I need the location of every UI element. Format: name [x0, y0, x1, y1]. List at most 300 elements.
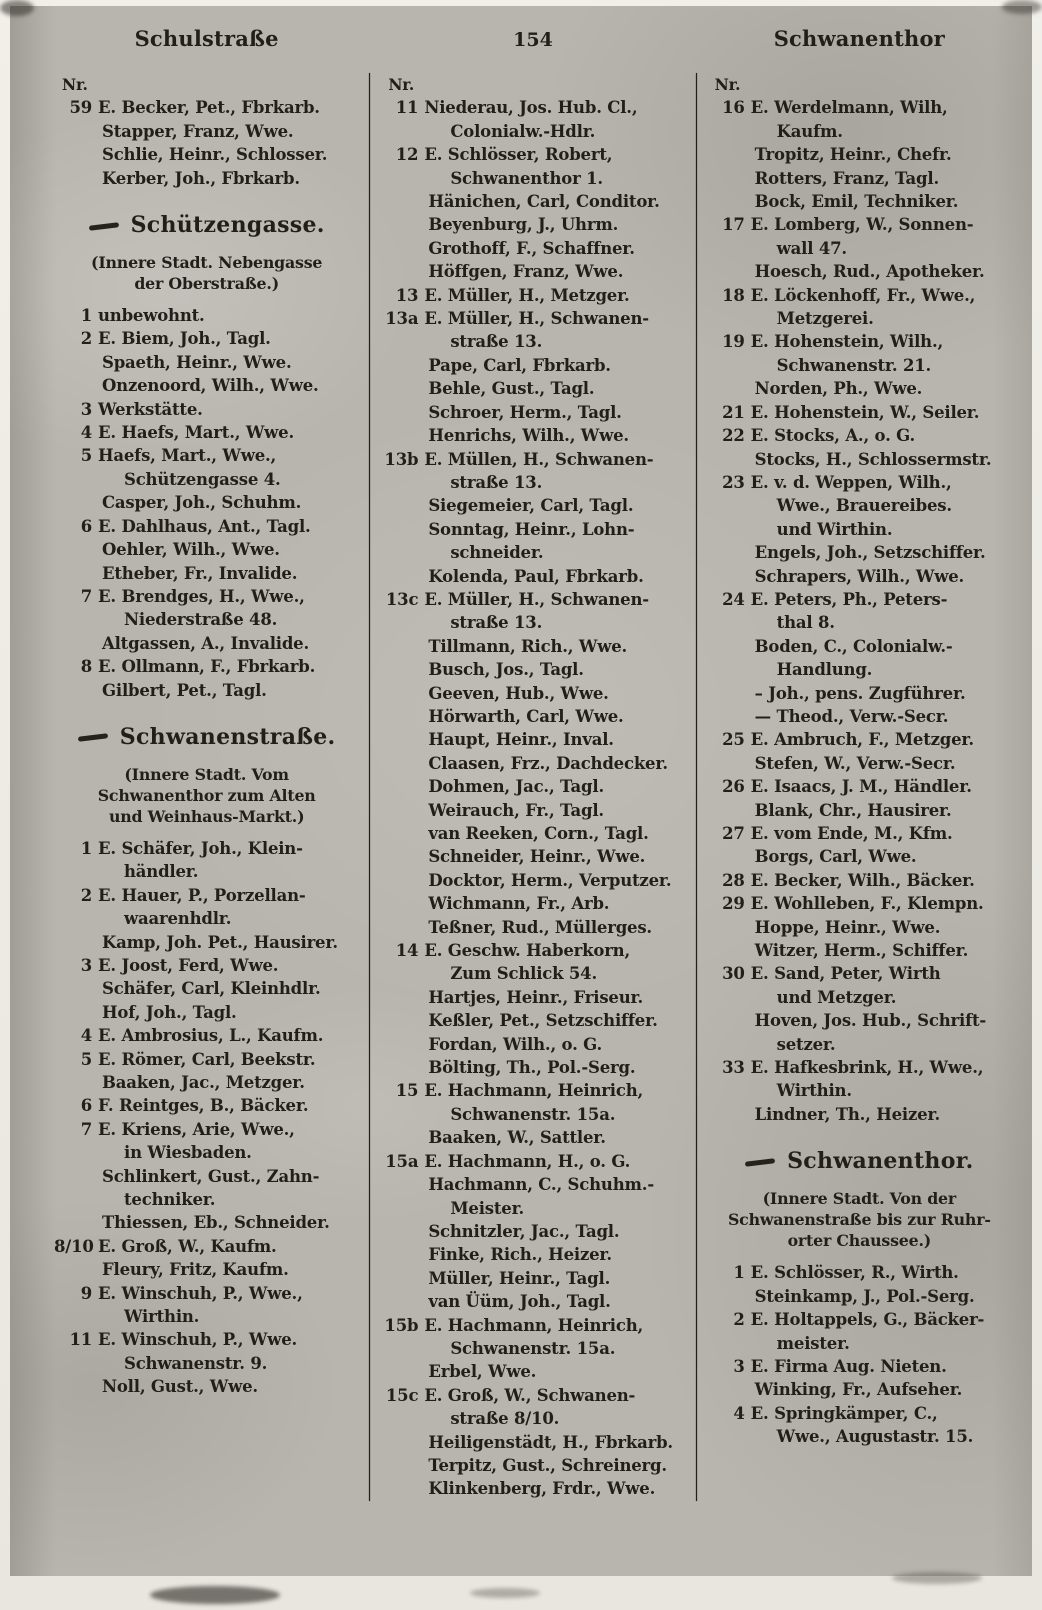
entry-text: Hartjes, Heinr., Friseur.: [428, 987, 644, 1007]
directory-entry-wrap: [380, 1197, 685, 1220]
house-number: 4: [80, 1026, 92, 1046]
entry-text: — Theod., Verw.-Secr.: [754, 706, 949, 726]
directory-entry: [54, 398, 359, 421]
entry-text: Fordan, Wilh., o. G.: [428, 1034, 603, 1054]
entry-text: E. Isaacs, J. M., Händler.: [750, 777, 972, 797]
entry-text: Lindner, Th., Heizer.: [754, 1104, 940, 1124]
directory-entry-wrap: [707, 494, 1012, 517]
directory-entry-continuation: [54, 167, 359, 190]
entry-text: Niederstraße 48.: [124, 610, 278, 630]
directory-entry: [707, 869, 1012, 892]
directory-entry-continuation: [380, 752, 685, 775]
entry-text: E. Biem, Joh., Tagl.: [98, 329, 271, 349]
street-note-line: [54, 785, 359, 806]
directory-entry-continuation: [707, 939, 1012, 962]
directory-entry-continuation: [707, 143, 1012, 166]
house-number: 29: [722, 894, 745, 914]
entry-text: Nr.: [388, 75, 415, 94]
house-number: 3: [733, 1356, 745, 1376]
street-heading: [54, 212, 359, 238]
entry-text: Hoesch, Rud., Apotheker.: [754, 262, 985, 282]
directory-entry-continuation: [380, 190, 685, 213]
entry-text: Hachmann, C., Schuhm.-: [428, 1175, 654, 1195]
directory-entry-continuation: [707, 1009, 1012, 1032]
entry-text: Teßner, Rud., Müllerges.: [428, 917, 652, 937]
entry-text: Rotters, Franz, Tagl.: [754, 168, 939, 188]
entry-text: Kamp, Joh. Pet., Hausirer.: [102, 932, 338, 952]
directory-entry: [380, 307, 685, 330]
entry-text: händler.: [124, 862, 199, 882]
directory-entry-wrap: [707, 354, 1012, 377]
entry-text: Engels, Joh., Setzschiffer.: [754, 543, 986, 563]
directory-entry-continuation: [380, 1009, 685, 1032]
house-number: 59: [69, 98, 92, 118]
column-2: [380, 73, 685, 1501]
entry-text: unbewohnt.: [98, 306, 205, 326]
directory-entry-continuation: [380, 1290, 685, 1313]
entry-text: Niederau, Jos. Hub. Cl.,: [424, 98, 638, 118]
entry-text: Schäfer, Carl, Kleinhdlr.: [102, 979, 321, 999]
house-number: 5: [80, 446, 92, 466]
entry-text: orter Chaussee.): [787, 1231, 932, 1251]
scan-artifact: [0, 0, 34, 16]
house-number: 2: [733, 1310, 745, 1330]
column-nr-label: [54, 73, 359, 96]
house-number: 17: [722, 215, 745, 235]
directory-entry: [707, 424, 1012, 447]
house-number: 28: [722, 870, 745, 890]
directory-entry-continuation: [380, 518, 685, 541]
directory-entry: [707, 1308, 1012, 1331]
column-3: [707, 73, 1012, 1501]
directory-entry-continuation: [54, 931, 359, 954]
directory-entry-continuation: [707, 260, 1012, 283]
entry-text: straße 13.: [450, 332, 543, 352]
street-note-line: [707, 1188, 1012, 1209]
directory-entry: [54, 954, 359, 977]
entry-text: E. Haefs, Mart., Wwe.: [98, 423, 294, 443]
entry-text: E. Winschuh, P., Wwe.,: [98, 1283, 303, 1303]
entry-text: E. Werdelmann, Wilh,: [750, 98, 948, 118]
entry-text: Hänichen, Carl, Conditor.: [428, 192, 660, 212]
house-number: 3: [80, 955, 92, 975]
entry-text: E. Ambruch, F., Metzger.: [750, 730, 974, 750]
house-number: 21: [722, 402, 745, 422]
index-dash-icon: [88, 222, 118, 231]
entry-text: Wirthin.: [776, 1081, 852, 1101]
directory-columns: [54, 73, 1012, 1501]
directory-entry: [380, 1150, 685, 1173]
directory-entry-continuation: [54, 1001, 359, 1024]
directory-entry-continuation: [54, 679, 359, 702]
entry-text: E. Lomberg, W., Sonnen-: [750, 215, 974, 235]
entry-text: E. Hafkesbrink, H., Wwe.,: [750, 1058, 984, 1078]
directory-entry: [707, 401, 1012, 424]
street-note-line: [54, 806, 359, 827]
house-number: 1: [80, 306, 92, 326]
directory-entry-continuation: [707, 565, 1012, 588]
directory-entry: [54, 444, 359, 467]
entry-text: E. Sand, Peter, Wirth: [750, 964, 941, 984]
entry-text: Haupt, Heinr., Inval.: [428, 730, 614, 750]
directory-entry-continuation: [380, 260, 685, 283]
entry-text: Witzer, Herm., Schiffer.: [754, 941, 969, 961]
entry-text: schneider.: [450, 543, 544, 563]
house-number: 6: [80, 1096, 92, 1116]
directory-entry: [54, 304, 359, 327]
entry-text: van Üüm, Joh., Tagl.: [428, 1292, 611, 1312]
house-number: 11: [395, 98, 419, 118]
house-number: 11: [69, 1330, 92, 1350]
directory-entry-wrap: [707, 1033, 1012, 1056]
directory-entry-continuation: [380, 775, 685, 798]
directory-entry-wrap: [707, 1425, 1012, 1448]
scan-artifact: [150, 1586, 280, 1604]
entry-text: in Wiesbaden.: [124, 1143, 252, 1163]
directory-entry: [707, 1402, 1012, 1425]
directory-entry-continuation: [380, 1267, 685, 1290]
entry-text: Schrapers, Wilh., Wwe.: [754, 566, 965, 586]
entry-text: E. Müller, H., Schwanen-: [424, 589, 649, 609]
scan-artifact: [1002, 0, 1042, 14]
directory-entry: [707, 1261, 1012, 1284]
directory-entry-continuation: [54, 374, 359, 397]
house-number: 1: [733, 1263, 745, 1283]
entry-text: E. vom Ende, M., Kfm.: [750, 824, 953, 843]
column-divider: [369, 73, 370, 1501]
entry-text: Terpitz, Gust., Schreinerg.: [428, 1455, 667, 1475]
entry-text: E. Hachmann, Heinrich,: [424, 1315, 644, 1335]
directory-entry-wrap: [707, 518, 1012, 541]
directory-entry-continuation: [54, 143, 359, 166]
entry-text: Hoppe, Heinr., Wwe.: [754, 917, 941, 937]
entry-text: Wichmann, Fr., Arb.: [428, 894, 610, 914]
house-number: 15a: [385, 1151, 419, 1171]
entry-text: E. Schlösser, R., Wirth.: [750, 1263, 959, 1283]
directory-entry-continuation: [380, 986, 685, 1009]
index-dash-icon: [745, 1158, 775, 1167]
directory-entry-wrap: [380, 962, 685, 985]
directory-entry: [380, 448, 685, 471]
directory-entry-wrap: [54, 608, 359, 631]
entry-text: Fleury, Fritz, Kaufm.: [102, 1260, 289, 1280]
house-number: 27: [722, 824, 745, 843]
directory-entry-continuation: [707, 752, 1012, 775]
directory-entry-continuation: [707, 190, 1012, 213]
entry-text: (Innere Stadt. Vom: [124, 764, 289, 784]
directory-entry-continuation: [380, 1056, 685, 1079]
entry-text: Baaken, W., Sattler.: [428, 1128, 606, 1148]
directory-entry-continuation: [380, 1477, 685, 1500]
directory-entry-continuation: [707, 1378, 1012, 1401]
entry-text: Keßler, Pet., Setzschiffer.: [428, 1011, 658, 1031]
entry-text: E. Römer, Carl, Beekstr.: [98, 1049, 316, 1069]
entry-text: E. Wohlleben, F., Klempn.: [750, 894, 984, 914]
entry-text: Gilbert, Pet., Tagl.: [102, 680, 267, 700]
directory-entry-continuation: [380, 424, 685, 447]
directory-entry-wrap: [707, 307, 1012, 330]
entry-text: Baaken, Jac., Metzger.: [102, 1073, 305, 1092]
column-1: [54, 73, 359, 1501]
directory-entry-continuation: [707, 799, 1012, 822]
entry-text: Spaeth, Heinr., Wwe.: [102, 352, 292, 372]
directory-entry-wrap: [380, 330, 685, 353]
entry-text: Weirauch, Fr., Tagl.: [428, 800, 604, 820]
entry-text: Grothoff, F., Schaffner.: [428, 238, 635, 258]
directory-entry-continuation: [707, 845, 1012, 868]
entry-text: E. Müller, H., Metzger.: [424, 285, 630, 305]
directory-entry-continuation: [707, 705, 1012, 728]
directory-entry-continuation: [54, 1165, 359, 1188]
house-number: 19: [722, 332, 745, 352]
directory-entry-continuation: [707, 682, 1012, 705]
directory-entry: [54, 1048, 359, 1071]
directory-entry-continuation: [54, 491, 359, 514]
directory-entry: [54, 515, 359, 538]
directory-entry: [54, 837, 359, 860]
entry-text: Schnitzler, Jac., Tagl.: [428, 1221, 620, 1241]
entry-text: Beyenburg, J., Uhrm.: [428, 215, 619, 235]
directory-entry: [707, 962, 1012, 985]
entry-text: der Oberstraße.): [134, 274, 279, 294]
directory-entry-wrap: [380, 1337, 685, 1360]
entry-text: Wwe., Augustastr. 15.: [776, 1427, 974, 1447]
street-note-line: [707, 1230, 1012, 1251]
entry-text: E. Hohenstein, W., Seiler.: [750, 402, 980, 422]
directory-entry-continuation: [380, 237, 685, 260]
entry-text: Schroer, Herm., Tagl.: [428, 402, 622, 422]
entry-text: Pape, Carl, Fbrkarb.: [428, 355, 611, 375]
entry-text: straße 13.: [450, 472, 543, 492]
directory-entry-continuation: [380, 1173, 685, 1196]
directory-entry: [707, 284, 1012, 307]
directory-entry: [54, 1235, 359, 1258]
directory-entry: [54, 1282, 359, 1305]
entry-text: Tillmann, Rich., Wwe.: [428, 636, 628, 656]
index-dash-icon: [78, 734, 108, 743]
directory-entry-continuation: [380, 658, 685, 681]
scan-artifact: [892, 1572, 982, 1584]
entry-text: Thiessen, Eb., Schneider.: [102, 1213, 330, 1233]
entry-text: Müller, Heinr., Tagl.: [428, 1268, 611, 1288]
street-note-line: [54, 764, 359, 785]
page-header: [54, 26, 1012, 51]
entry-text: E. Ollmann, F., Fbrkarb.: [98, 657, 316, 677]
directory-entry: [707, 822, 1012, 845]
entry-text: Schützengasse 4.: [124, 469, 281, 489]
directory-entry-continuation: [54, 351, 359, 374]
directory-entry-wrap: [707, 1079, 1012, 1102]
directory-entry-continuation: [54, 538, 359, 561]
street-heading-label: Schützengasse.: [130, 212, 325, 239]
entry-text: Casper, Joh., Schuhm.: [102, 493, 302, 513]
street-note-line: [54, 252, 359, 273]
entry-text: und Wirthin.: [776, 519, 893, 539]
entry-text: waarenhdlr.: [124, 909, 232, 929]
directory-entry-continuation: [707, 377, 1012, 400]
entry-text: E. Becker, Pet., Fbrkarb.: [98, 98, 320, 118]
entry-text: Siegemeier, Carl, Tagl.: [428, 496, 634, 516]
entry-text: E. Geschw. Haberkorn,: [424, 941, 631, 961]
entry-text: Wwe., Brauereibes.: [776, 496, 952, 516]
entry-text: Docktor, Herm., Verputzer.: [428, 870, 672, 890]
entry-text: Oehler, Wilh., Wwe.: [102, 540, 280, 560]
scan-artifact: [470, 1588, 540, 1598]
entry-text: E. Joost, Ferd, Wwe.: [98, 955, 279, 975]
directory-entry: [54, 1328, 359, 1351]
entry-text: F. Reintges, B., Bäcker.: [98, 1096, 309, 1116]
house-number: 30: [722, 964, 745, 984]
entry-text: E. Dahlhaus, Ant., Tagl.: [98, 516, 311, 536]
entry-text: Stocks, H., Schlossermstr.: [754, 449, 992, 469]
entry-text: Claasen, Frz., Dachdecker.: [428, 753, 668, 773]
entry-text: E. Stocks, A., o. G.: [750, 426, 916, 446]
entry-text: Metzgerei.: [776, 309, 874, 329]
directory-entry-continuation: [380, 1360, 685, 1383]
entry-text: Busch, Jos., Tagl.: [428, 660, 584, 680]
entry-text: Erbel, Wwe.: [428, 1362, 537, 1382]
directory-entry-wrap: [380, 1103, 685, 1126]
entry-text: Etheber, Fr., Invalide.: [102, 563, 298, 583]
column-nr-label: [707, 73, 1012, 96]
house-number: 2: [80, 885, 92, 905]
entry-text: Schwanenthor zum Alten: [97, 785, 316, 805]
entry-text: wall 47.: [776, 238, 847, 258]
directory-entry: [380, 1384, 685, 1407]
entry-text: Stefen, W., Verw.-Secr.: [754, 753, 956, 773]
directory-entry-wrap: [707, 658, 1012, 681]
entry-text: – Joh., pens. Zugführer.: [754, 683, 966, 703]
entry-text: Werkstätte.: [98, 399, 203, 419]
entry-text: und Metzger.: [776, 987, 897, 1007]
entry-text: Schwanenstr. 21.: [776, 355, 932, 375]
entry-text: E. Kriens, Arie, Wwe.,: [98, 1119, 295, 1139]
entry-text: E. v. d. Weppen, Wilh.,: [750, 472, 952, 492]
entry-text: Nr.: [714, 75, 741, 94]
directory-entry-continuation: [54, 632, 359, 655]
entry-text: Stapper, Franz, Wwe.: [102, 121, 294, 141]
entry-text: Bölting, Th., Pol.-Serg.: [428, 1058, 636, 1078]
directory-entry-wrap: [54, 468, 359, 491]
directory-entry-continuation: [707, 167, 1012, 190]
directory-entry-continuation: [707, 635, 1012, 658]
entry-text: Blank, Chr., Hausirer.: [754, 800, 952, 820]
directory-entry-continuation: [380, 869, 685, 892]
directory-entry: [54, 585, 359, 608]
entry-text: Norden, Ph., Wwe.: [754, 379, 923, 399]
directory-entry-continuation: [380, 635, 685, 658]
entry-text: und Weinhaus-Markt.): [108, 806, 305, 826]
directory-entry-continuation: [380, 1220, 685, 1243]
directory-entry-continuation: [380, 1126, 685, 1149]
directory-entry-continuation: [380, 213, 685, 236]
house-number: 5: [80, 1049, 92, 1069]
directory-entry: [707, 892, 1012, 915]
directory-entry-continuation: [380, 682, 685, 705]
entry-text: E. Hachmann, Heinrich,: [424, 1081, 644, 1101]
entry-text: Borgs, Carl, Wwe.: [754, 847, 917, 867]
directory-entry-continuation: [54, 562, 359, 585]
directory-entry: [380, 939, 685, 962]
entry-text: Zum Schlick 54.: [450, 964, 597, 984]
entry-text: Boden, C., Colonialw.-: [754, 636, 953, 656]
directory-entry-wrap: [54, 860, 359, 883]
entry-text: E. Peters, Ph., Peters-: [750, 589, 948, 609]
entry-text: Bock, Emil, Techniker.: [754, 192, 959, 212]
directory-entry: [54, 421, 359, 444]
directory-entry: [54, 1024, 359, 1047]
directory-entry-wrap: [707, 611, 1012, 634]
entry-text: Winking, Fr., Aufseher.: [754, 1380, 963, 1400]
directory-entry: [707, 471, 1012, 494]
entry-text: E. Springkämper, C.,: [750, 1403, 938, 1423]
directory-entry-wrap: [707, 237, 1012, 260]
entry-text: Tropitz, Heinr., Chefr.: [754, 145, 952, 165]
house-number: 7: [80, 586, 92, 606]
entry-text: E. Groß, W., Schwanen-: [424, 1385, 636, 1405]
directory-entry-continuation: [54, 977, 359, 1000]
entry-text: Nr.: [62, 75, 88, 94]
entry-text: Schlie, Heinr., Schlosser.: [102, 145, 328, 165]
directory-entry-continuation: [380, 728, 685, 751]
directory-entry: [380, 1314, 685, 1337]
directory-entry-wrap: [54, 907, 359, 930]
directory-entry-continuation: [380, 705, 685, 728]
entry-text: Handlung.: [776, 660, 873, 680]
entry-text: Geeven, Hub., Wwe.: [428, 683, 609, 703]
entry-text: E. Hohenstein, Wilh.,: [750, 332, 944, 352]
entry-text: E. Winschuh, P., Wwe.: [98, 1330, 298, 1350]
house-number: 13: [395, 285, 419, 305]
directory-entry: [380, 143, 685, 166]
column-divider: [696, 73, 697, 1501]
entry-text: (Innere Stadt. Nebengasse: [91, 253, 323, 273]
directory-entry: [707, 96, 1012, 119]
street-note-line: [707, 1209, 1012, 1230]
directory-entry-continuation: [380, 1243, 685, 1266]
directory-entry: [707, 728, 1012, 751]
house-number: 15b: [384, 1315, 419, 1335]
entry-text: E. Löckenhoff, Fr., Wwe.,: [750, 285, 976, 305]
directory-entry: [54, 96, 359, 119]
entry-text: techniker.: [124, 1190, 216, 1210]
directory-entry-continuation: [380, 377, 685, 400]
entry-text: E. Brendges, H., Wwe.,: [98, 586, 305, 606]
entry-text: Schwanenstr. 15a.: [450, 1104, 616, 1124]
entry-text: (Innere Stadt. Von der: [762, 1189, 957, 1209]
directory-entry-continuation: [380, 1454, 685, 1477]
directory-entry-wrap: [707, 1332, 1012, 1355]
house-number: 15: [395, 1081, 419, 1101]
entry-text: Meister.: [450, 1198, 525, 1218]
header-street-left: Schulstraße: [134, 26, 279, 51]
entry-text: Henrichs, Wilh., Wwe.: [428, 426, 629, 446]
directory-entry-continuation: [380, 494, 685, 517]
house-number: 13b: [384, 449, 419, 469]
entry-text: Altgassen, A., Invalide.: [102, 633, 310, 653]
entry-text: Hof, Joh., Tagl.: [102, 1002, 237, 1022]
directory-entry-continuation: [380, 845, 685, 868]
directory-entry: [707, 588, 1012, 611]
entry-text: Höffgen, Franz, Wwe.: [428, 262, 624, 282]
house-number: 12: [395, 145, 419, 165]
entry-text: meister.: [776, 1333, 850, 1353]
column-nr-label: [380, 73, 685, 96]
entry-text: Klinkenberg, Frdr., Wwe.: [428, 1479, 656, 1499]
directory-entry: [707, 213, 1012, 236]
directory-entry-continuation: [707, 1103, 1012, 1126]
entry-text: straße 8/10.: [450, 1409, 560, 1429]
